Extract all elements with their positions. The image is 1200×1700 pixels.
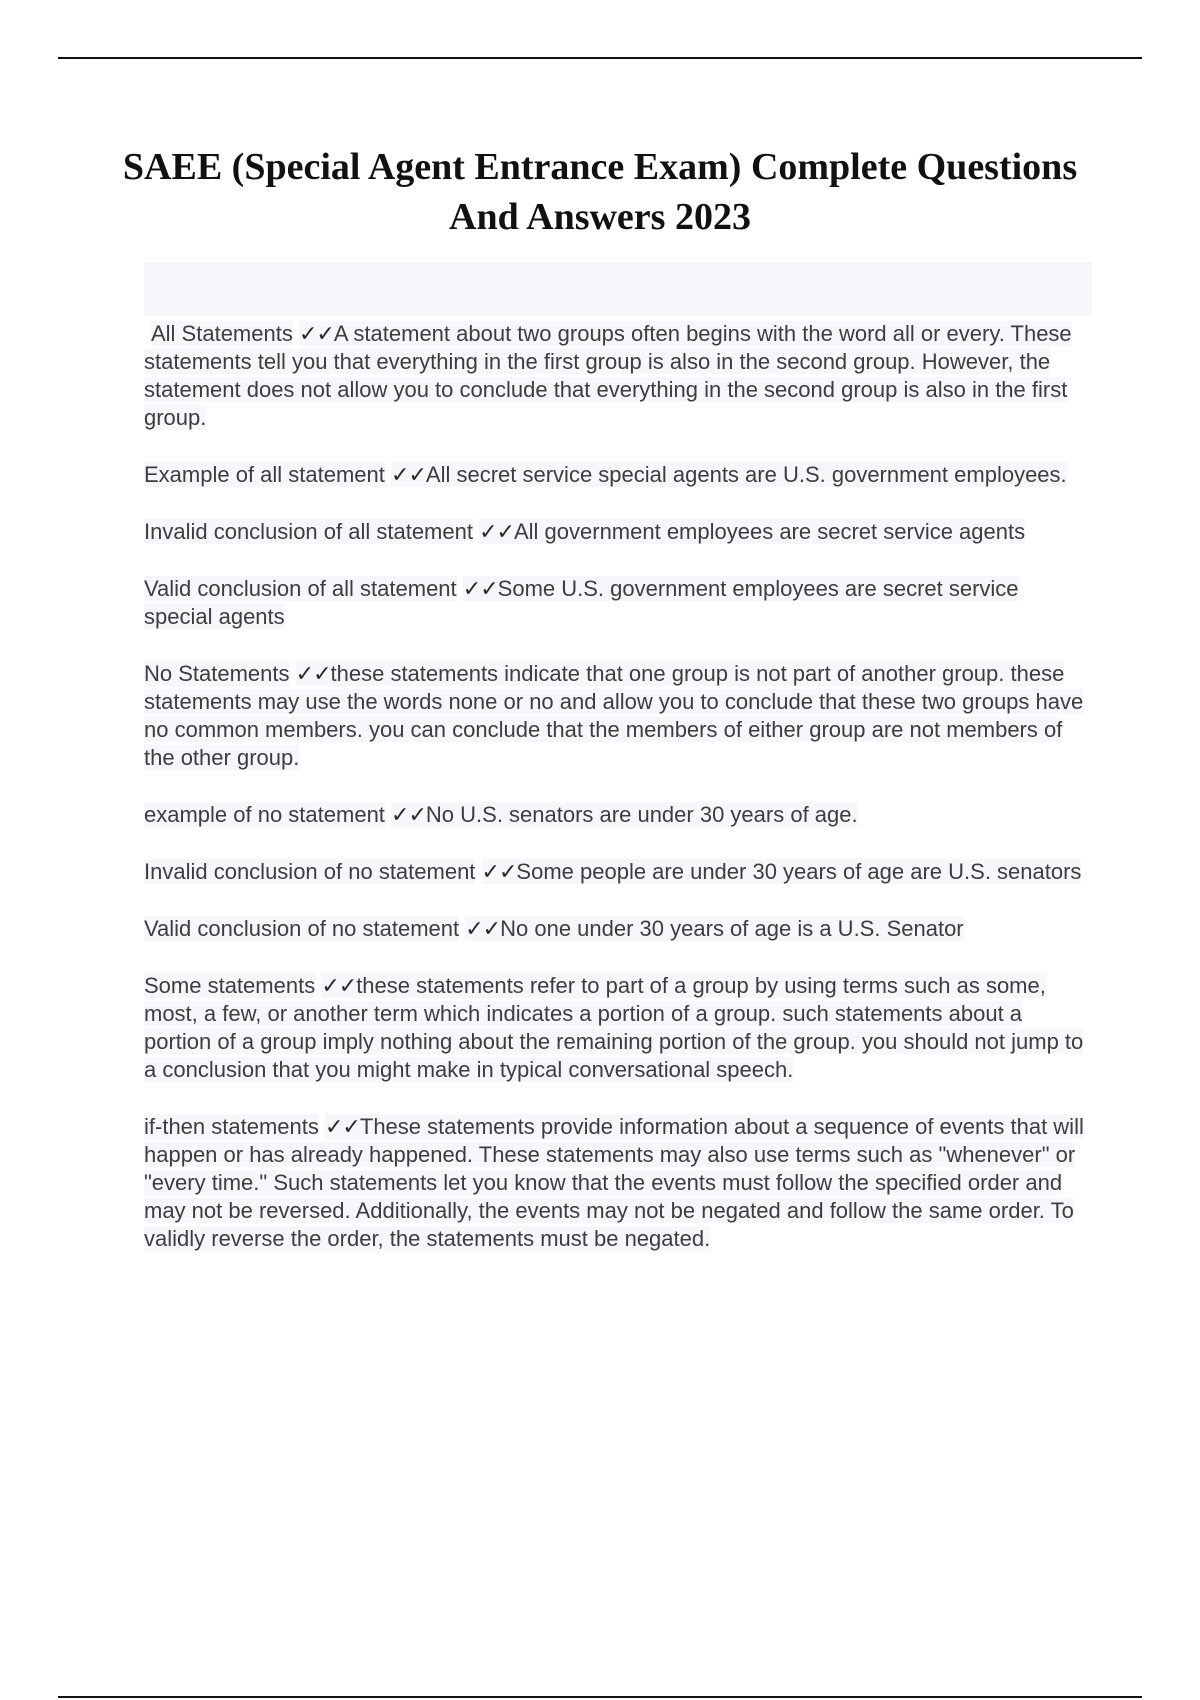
definition: These statements provide information about a sequence of events that will happen or has already happened. These statements may also use terms such as "whenever" or "every time." Such statements let you know that the events must follow the specified order and may not be reversed. Additionally, the events may not be negated and follow the same order. To validly reverse the order, the statements must be negated.	[144, 1114, 1084, 1251]
check-mark-icon: ✓✓	[321, 973, 357, 998]
qa-entry-no-statements	[144, 660, 1092, 772]
definition: No one under 30 years of age is a U.S. Senator	[500, 916, 964, 941]
term: Example of all statement	[144, 462, 385, 487]
qa-entry-example-no	[144, 801, 1092, 829]
check-mark-icon: ✓✓	[298, 321, 334, 346]
term: Some statements	[144, 973, 316, 998]
qa-entry-invalid-no	[144, 858, 1092, 886]
term: Invalid conclusion of all statement	[144, 519, 473, 544]
qa-entry-all-statements	[144, 320, 1092, 432]
check-mark-icon: ✓✓	[391, 802, 426, 827]
definition: All secret service special agents are U.S. government employees.	[425, 462, 1067, 487]
check-mark-icon: ✓✓	[465, 916, 501, 941]
check-mark-icon: ✓✓	[481, 859, 517, 884]
qa-entry-some-statements	[144, 972, 1092, 1084]
check-mark-icon: ✓✓	[462, 576, 498, 601]
check-mark-icon: ✓✓	[325, 1114, 360, 1139]
top-rule	[58, 57, 1142, 59]
check-mark-icon: ✓✓	[295, 661, 331, 686]
document-title: SAEE (Special Agent Entrance Exam) Complete Questions And Answers 2023	[122, 146, 1078, 238]
qa-entry-example-all	[144, 461, 1092, 489]
check-mark-icon: ✓✓	[391, 462, 426, 487]
term: Valid conclusion of no statement	[144, 916, 460, 941]
definition: these statements refer to part of a group by using terms such as some, most, a few, or another term which indicates a portion of a group. such statements about a portion of a group imply nothing about the remaining portion of the group. you should not jump to a conclusion that you might make in typical conversational speech.	[144, 973, 1084, 1082]
term: Valid conclusion of all statement	[144, 576, 457, 601]
term: if-then statements	[144, 1114, 319, 1139]
qa-entry-invalid-all	[144, 518, 1092, 546]
definition: Some U.S. government employees are secret service special agents	[144, 576, 1019, 629]
qa-list	[144, 320, 1092, 1282]
term: example of no statement	[144, 802, 385, 827]
definition: All government employees are secret service agents	[513, 519, 1026, 544]
term: All Statements	[151, 321, 293, 346]
bottom-rule	[58, 1696, 1142, 1698]
qa-entry-if-then	[144, 1113, 1092, 1253]
definition: Some people are under 30 years of age are U.S. senators	[516, 859, 1082, 884]
term: Invalid conclusion of no statement	[144, 859, 476, 884]
check-mark-icon: ✓✓	[479, 519, 514, 544]
qa-entry-valid-no	[144, 915, 1092, 943]
qa-entry-valid-all	[144, 575, 1092, 631]
definition: these statements indicate that one group is not part of another group. these statements may use the words none or no and allow you to conclude that these two groups have no common members. you can conclude that the members of either group are not members of the other group.	[144, 661, 1084, 770]
definition: A statement about two groups often begins with the word all or every. These statements tell you that everything in the first group is also in the second group. However, the statement does not allow you to conclude that everything in the second group is also in the first group.	[144, 321, 1072, 430]
highlight-band	[144, 262, 1092, 316]
term: No Statements	[144, 661, 290, 686]
definition: No U.S. senators are under 30 years of age.	[425, 802, 858, 827]
